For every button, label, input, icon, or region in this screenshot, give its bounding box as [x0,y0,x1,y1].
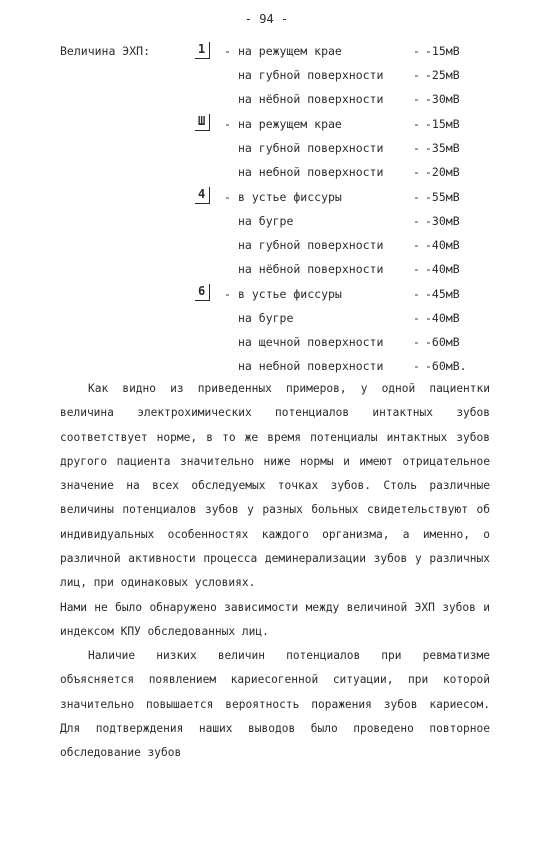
measurement-value: -20мВ [425,165,460,179]
measurement-row [0,64,533,86]
dash: - [413,190,420,204]
measurement-value: -15мВ [425,117,460,131]
measurement-site: на нёбной поверхности [238,92,384,106]
measurement-value: -30мВ [425,92,460,106]
measurement-value: -25мВ [425,68,460,82]
body-paragraph: Наличие низких величин потенциалов при ревматизме объясняется появлением кариесогенной ситуации, при которой значительно повышается вероятность поражения зубов кариесом. Для подтверждения наших выводов было проведено повторное обследование зубов [60,649,490,760]
dash: - [224,190,231,204]
measurement-site: на губной поверхности [238,238,384,252]
measurement-row [0,307,533,329]
dash: - [413,238,420,252]
measurement-row [0,258,533,280]
dash: - [413,165,420,179]
measure-label: Величина ЭХП: [60,44,151,58]
body-paragraph: Нами не было обнаружено зависимости между величиной ЭХП зубов и индексом КПУ обследованных лиц. [60,601,490,639]
measurement-value: -40мВ [425,311,460,325]
measurement-row [0,161,533,183]
measurement-site: на губной поверхности [238,68,384,82]
measurement-row [0,40,533,62]
measurement-site: в устье фиссуры [238,287,342,301]
measurement-value: -40мВ [425,262,460,276]
measurement-site: на бугре [238,214,294,228]
measurement-value: -35мВ [425,141,460,155]
measurement-site: на небной поверхности [238,359,384,373]
measurement-value: -30мВ [425,214,460,228]
measurement-row [0,88,533,110]
dash: - [224,117,231,131]
measurement-value: -60мВ [425,335,460,349]
measurement-site: на нёбной поверхности [238,262,384,276]
dash: - [413,335,420,349]
measurement-site: на бугре [238,311,294,325]
body-paragraph: Как видно из приведенных примеров, у одной пациентки величина электрохимических потенциалов интактных зубов соответствует норме, в то же время потенциалы интактных зубов другого пациента значительно ниже нормы и имеют отрицательное значение на всех обследуемых точках зубов. Столь различные величины потенциалов зубов у разных больных свидетельствуют об индивидуальных особенностях каждого организма, а именно, о различной активности процесса деминерализации зубов у различных лиц, при одинаковых условиях. [60,382,490,590]
dash: - [413,141,420,155]
measurement-site: на режущем крае [238,117,342,131]
measurement-site: на щечной поверхности [238,335,384,349]
dash: - [413,311,420,325]
measurement-row [0,186,533,208]
tooth-number: 6 [195,284,210,301]
dash: - [413,214,420,228]
measurement-value: -55мВ [425,190,460,204]
dash: - [413,68,420,82]
measurement-row [0,234,533,256]
measurement-row [0,137,533,159]
tooth-number: 1 [195,42,210,59]
measurement-site: в устье фиссуры [238,190,342,204]
dash: - [413,44,420,58]
dash: - [413,359,420,373]
measurement-value: -60мВ. [425,359,467,373]
dash: - [413,92,420,106]
measurement-row [0,331,533,353]
dash: - [224,44,231,58]
dash: - [224,287,231,301]
measurement-row [0,355,533,377]
tooth-number: 4 [195,187,210,204]
measurement-value: -45мВ [425,287,460,301]
dash: - [413,117,420,131]
dash: - [413,262,420,276]
measurement-value: -15мВ [425,44,460,58]
measurement-site: на небной поверхности [238,165,384,179]
measurement-row [0,210,533,232]
measurement-value: -40мВ [425,238,460,252]
measurement-row [0,113,533,135]
page-number: - 94 - [244,12,289,26]
measurement-site: на губной поверхности [238,141,384,155]
measurement-row [0,283,533,305]
dash: - [413,287,420,301]
measurement-site: на режущем крае [238,44,342,58]
tooth-number: Ш [195,114,210,131]
